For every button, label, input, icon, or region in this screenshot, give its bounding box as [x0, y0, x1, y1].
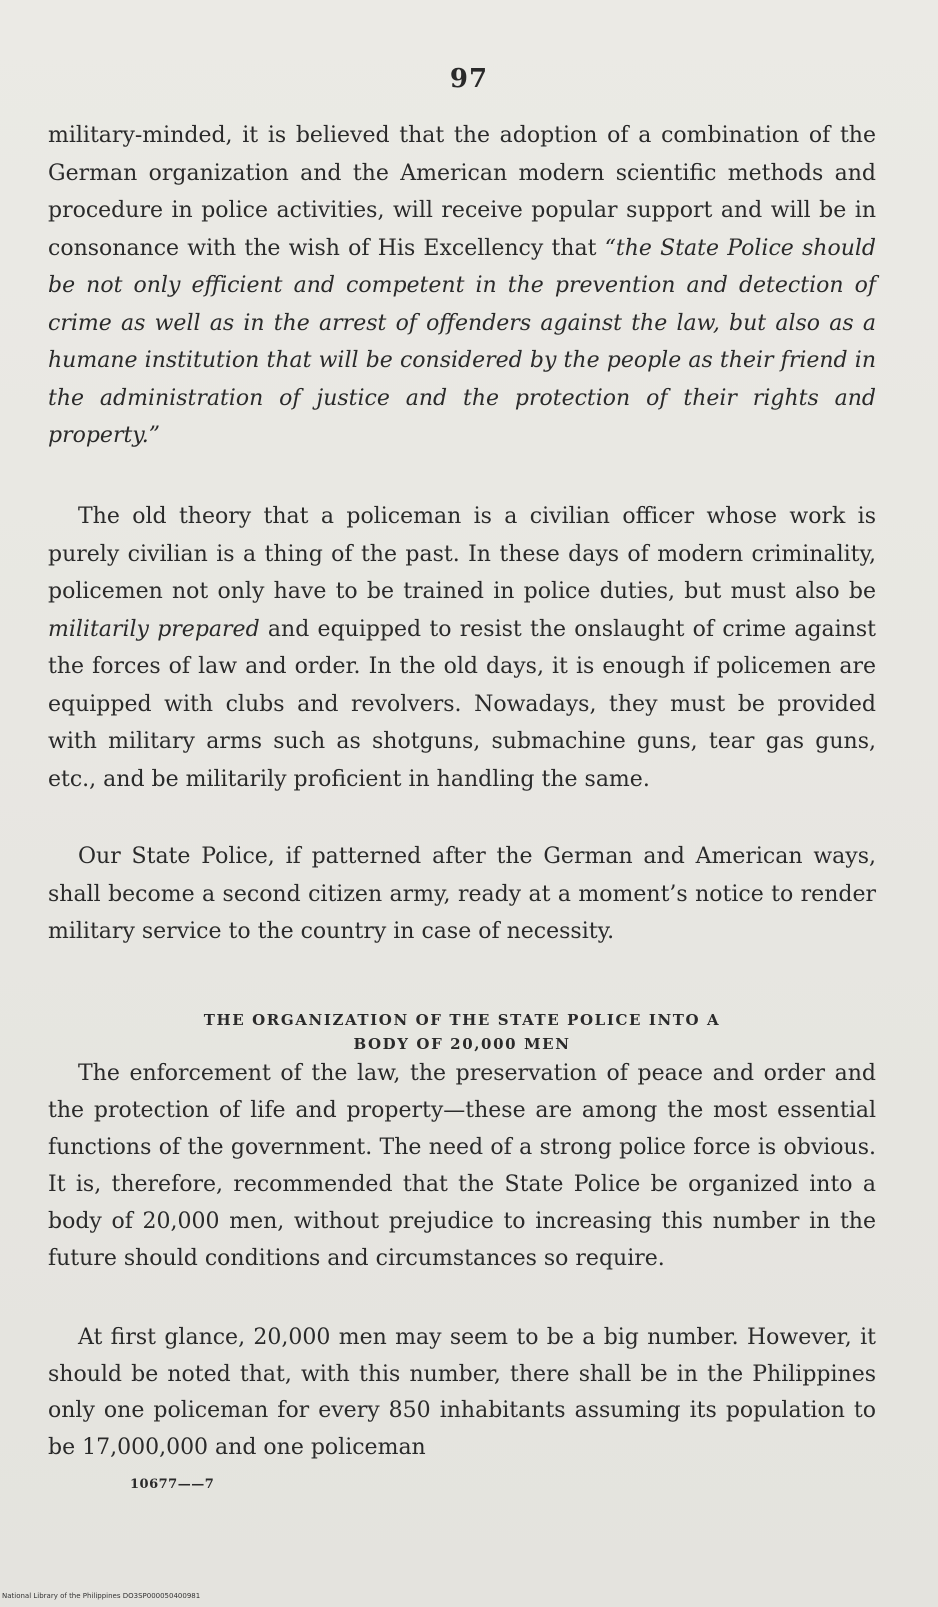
paragraph-2-emphasis: militarily prepared: [48, 616, 260, 642]
page-number: 97: [449, 64, 489, 94]
quoted-excellency-wish: “the State Police should be not only efficient and competent in the prevention and detection of crime as well as in the arrest of offenders against the law, but also as a humane institution that will be considered by the people as their friend in the administration of justice and the protection of their rights and property.”: [48, 235, 876, 448]
paragraph-3: [48, 838, 876, 951]
paragraph-3-text: Our State Police, if patterned after the German and American ways, shall become a second citizen army, ready at a moment’s notice to render military service to the country in case of necessity.: [48, 844, 876, 944]
paragraph-2: [48, 498, 876, 798]
paragraph-4-text: The enforcement of the law, the preservation of peace and order and the protection of life and property—these are among the most essential functions of the government. The need of a strong police force is obvious. It is, therefore, recommended that the State Police be organized into a body of 20,000 men, without prejudice to increasing this number in the future should conditions and circumstances so require.: [48, 1061, 876, 1271]
paragraph-5: [48, 1320, 876, 1466]
section-heading-line-1: THE ORGANIZATION OF THE STATE POLICE INTO A: [203, 1011, 721, 1029]
paragraph-1: [48, 117, 876, 455]
paragraph-2-text-a: The old theory that a policeman is a civilian officer whose work is purely civilian is a thing of the past. In these days of modern criminality, policemen not only have to be trained in police duties, but must also be: [48, 504, 876, 604]
paragraph-1-text: military-minded, it is believed that the adoption of a combination of the German organization and the American modern scientific methods and procedure in police activities, will receive popular support and will be in consonance with the wish of His Excellency that: [48, 123, 876, 261]
paragraph-4: [48, 1055, 876, 1277]
paragraph-5-text: At first glance, 20,000 men may seem to be a big number. However, it should be noted that, with this number, there shall be in the Philippines only one policeman for every 850 inhabitants assuming its population to be 17,000,000 and one policeman: [48, 1325, 876, 1460]
section-heading-line-2: BODY OF 20,000 MEN: [353, 1035, 571, 1053]
section-heading: [48, 1008, 876, 1056]
printer-signature-mark: 10677——7: [130, 1477, 215, 1492]
paragraph-2-text-b: and equipped to resist the onslaught of crime against the forces of law and order. In the old days, it is enough if policemen are equipped with clubs and revolvers. Nowadays, they must be provided with military arms such as shotguns, submachine guns, tear gas guns, etc., and be militarily proficient in handling the same.: [48, 616, 877, 792]
library-credit-line: National Library of the Philippines DO3SP000050400981: [2, 1592, 201, 1600]
